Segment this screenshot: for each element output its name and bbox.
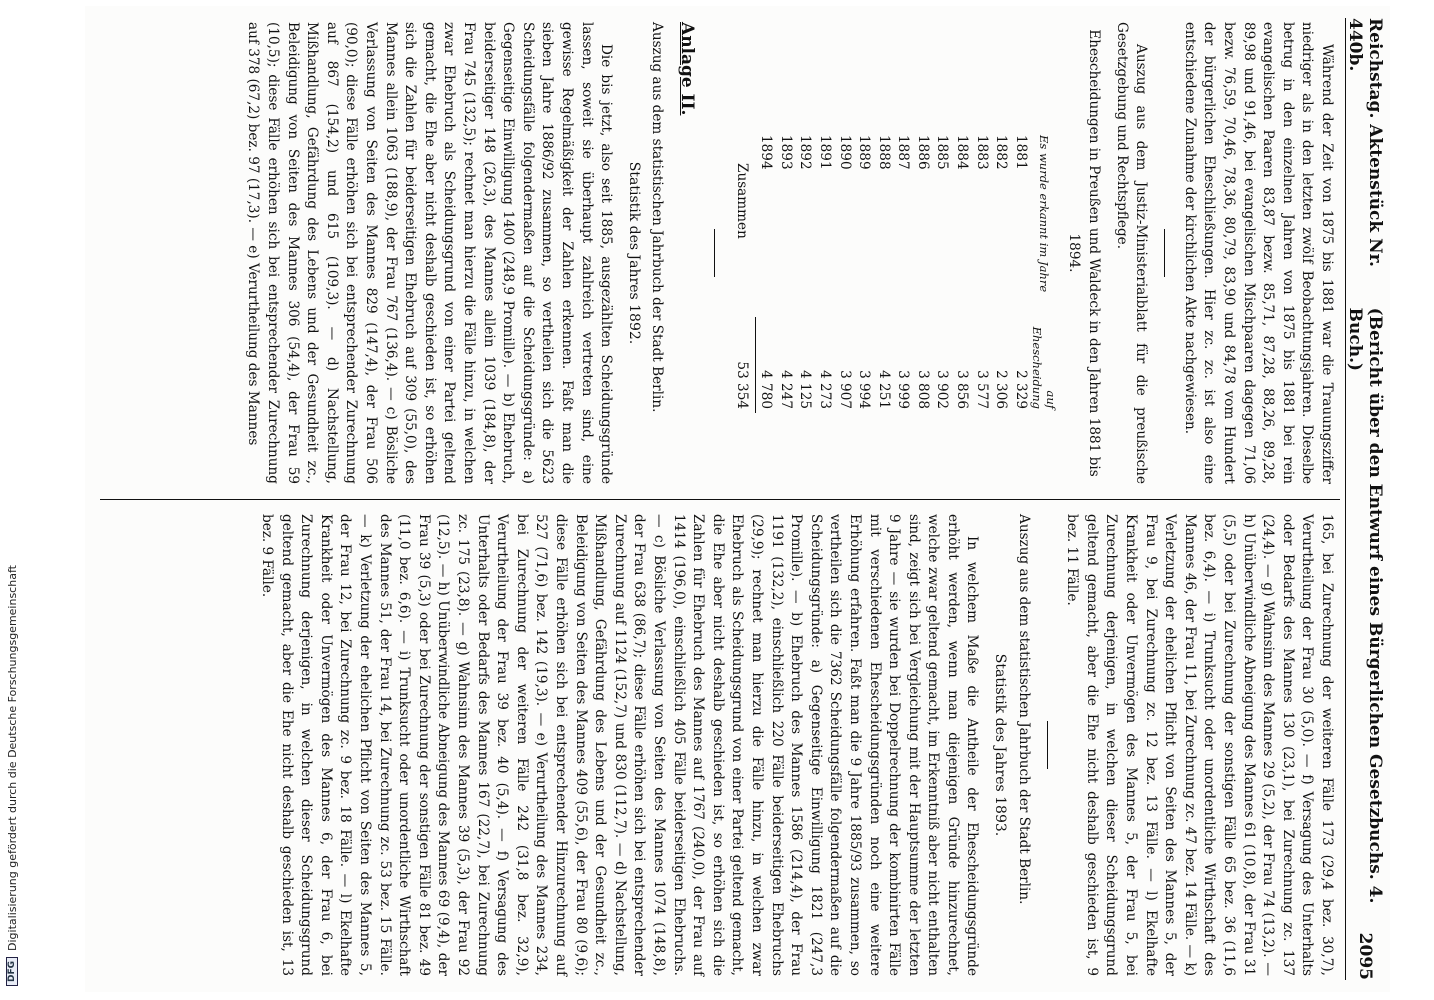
anlage-heading: Anlage II.: [676, 22, 697, 116]
body-paragraph: In welchem Maße die Antheile der Ehescheidungsgründe erhöht werden, wenn man diejenigen Gründe hinzurechnet, welche zwar geltend gemacht, im Erkenntniß aber nicht enthalten sind, zeigt sich bei Vergleichung mit der Hauptsumme der letzten 9 Jahre — sie wurden bei Doppelrechnung der kombinirten Fälle mit verschiedenen Ehescheidungsgründen noch eine weitere Erhöhung erfahren. Faßt man die 9 Jahre 1885/93 zusammen, so vertheilen sich die 7362 Scheidungsfälle folgendermaßen auf die Scheidungsgründe: a) Gegenseitige Einwilligung 1821 (247,3 Promille). — b) Ehebruch des Mannes 1586 (214,4), der Frau 1191 (132,2), einschließlich 220 Fälle beiderseitigen Ehebruchs (29,9); rechnet man hierzu die Fälle hinzu, in welchen zwar Ehebruch als Scheidungsgrund von einer Partei geltend gemacht, die Ehe aber nicht deshalb geschieden ist, so erhöhen sich die Zahlen für Ehebruch des Mannes auf 1767 (240,0), der Frau auf 1414 (196,0), einschließlich 405 Fälle beiderseitigen Ehebruchs. — c) Bösliche Verlassung von Seiten des Mannes 1074 (148,8), der Frau 638 (86,7); diese Fälle erhöhen sich bei entsprechender Zurechnung auf 1124 (152,7) und 830 (112,7). — d) Nachstellung, Mißhandlung, Gefährdung des Lebens und der Gesundheit zc., Beleidigung von Seiten des Mannes 409 (55,6), der Frau 80 (9,6); diese Fälle erhöhen sich bei entsprechender Hinzurechnung auf 527 (71,6) bez. 142 (19,3). — e) Verurtheilung des Mannes 234, bei Zurechnung der weiteren Fälle 242 (31,8 bez. 32,9), Verurtheilung der Frau 39 bez. 40 (5,4). — f) Versagung des Unterhalts oder Bedarfs des Mannes 167 (22,7), bei Zurechnung zc. 175 (23,8). — g) Wahnsinn des Mannes 39 (5,3), der Frau 92 (12,5). — h) Unüberwindliche Abneigung des Mannes 69 (9,4), der Frau 39 (5,3) oder bei Zurechnung der sonstigen Fälle 81 bez. 49 (11,0 bez. 6,6). — i) Trunksucht oder unordentliche Wirthschaft des Mannes 51, der Frau 14, bei Zurechnung zc. 53 bez. 15 Fälle. — k) Verletzung der ehelichen Pflicht von Seiten des Mannes 5, der Frau 12, bei Zurechnung zc. 9 bez. 18 Fälle. — l) Ekelhafte Krankheit oder Unvermögen des Mannes 6, der Frau 6, bei Zurechnung derjenigen, in welchen dieser Scheidungsgrund geltend gemacht, aber die Ehe nicht deshalb geschieden ist, 13 bez. 9 Fälle.: [259, 514, 981, 976]
total-label: Zusammen: [733, 163, 750, 239]
row-value: 3 994: [856, 370, 873, 409]
row-value: 4 780: [758, 370, 775, 409]
table-row: [912, 93, 932, 413]
header-rule: [1345, 18, 1346, 980]
table-title: Ehescheidungen in Preußen und Waldeck in den Jahren 1881 bis 1894.: [1066, 29, 1103, 477]
table-row: [1010, 93, 1030, 413]
row-value: 3 902: [934, 370, 951, 409]
footer-text: Digitalisierung gefördert durch die Deutsche Forschungsgemeinschaft: [5, 565, 19, 951]
table-header-value: auf Ehescheidung: [1029, 326, 1058, 409]
table-row: [775, 93, 795, 413]
row-year: 1894: [757, 135, 774, 170]
row-value: 2 306: [993, 370, 1010, 409]
divorce-table: [731, 93, 1058, 413]
row-year: 1891: [816, 135, 833, 170]
table-total-row: [731, 93, 755, 413]
row-year: 1883: [973, 135, 990, 170]
separator: [1047, 721, 1048, 769]
row-value: 3 999: [895, 370, 912, 409]
table-row: [952, 93, 972, 413]
table-row: [795, 93, 815, 413]
header-left: Reichstag. Aktenstück Nr. 440b.: [1345, 18, 1385, 267]
separator: [1164, 229, 1165, 277]
table-row: [932, 93, 952, 413]
column-divider: [100, 499, 1340, 500]
separator: [714, 229, 715, 277]
total-value: 53 354: [731, 317, 755, 413]
row-value: 3 808: [914, 370, 931, 409]
row-value: 3 907: [836, 370, 853, 409]
dfg-logo-icon: DFG: [6, 957, 18, 986]
table-row: [873, 93, 893, 413]
row-year: 1881: [1012, 135, 1029, 170]
table-row: [834, 93, 854, 413]
row-value: 3 577: [973, 370, 990, 409]
footer: [2, 0, 22, 1000]
row-year: 1882: [993, 135, 1010, 170]
right-column: [257, 514, 1336, 976]
row-value: 3 856: [954, 370, 971, 409]
row-value: 4 125: [797, 370, 814, 409]
table-row: [755, 93, 775, 413]
footer-strip: [2, 0, 22, 1000]
left-column: [243, 22, 1336, 484]
page-number: 2095: [1355, 932, 1375, 980]
table-body: [755, 93, 1030, 413]
intro-paragraph: Während der Zeit von 1875 bis 1881 war die Trauungsziffer niedriger als in den letzten zwölf Beobachtungsjahren. Dieselbe betrug in den einzelnen Jahren von 1875 bis 1881 bei rein evangelischen Paaren 83,87 bezw. 85,71, 87,28, 88,26, 89,28, 89,98 und 91,46, bei evangelischen Mischpaaren dagegen 71,06 bezw. 76,59, 70,46, 78,36, 80,79, 83,90 und 84,78 vom Hundert der bürgerlichen Eheschließungen. Hier zc. zc. ist also eine entschiedene Zunahme der kirchlichen Akte nachgewiesen.: [1181, 22, 1335, 484]
continuation-paragraph: 165, bei Zurechnung der weiteren Fälle 173 (29,4 bez. 30,7), Verurtheilung der Frau 30 (5,0). — f) Versagung des Unterhalts oder Bedarfs des Mannes 130 (23,1), bei Zurechnung zc. 137 (24,4). — g) Wahnsinn des Mannes 29 (5,2), der Frau 74 (13,2). — h) Unüberwindliche Abneigung des Mannes 61 (10,8), der Frau 31 (5,5) oder bei Zurechnung der sonstigen Fälle 65 bez. 36 (11,6 bez. 6,4). — i) Trunksucht oder unordentliche Wirthschaft des Mannes 46, der Frau 11, bei Zurechnung zc. 47 bez. 14 Fälle. — k) Verletzung der ehelichen Pflicht von Seiten des Mannes 5, der Frau 9, bei Zurechnung zc. 12 bez. 13 Fälle. — l) Ekelhafte Krankheit oder Unvermögen des Mannes 5, der Frau 5, bei Zurechnung derjenigen, in welchen dieser Scheidungsgrund geltend gemacht, aber die Ehe nicht deshalb geschieden ist, 9 bez. 11 Fälle.: [1064, 514, 1335, 976]
table-row: [971, 93, 991, 413]
body-paragraph: Die bis jetzt, also seit 1885, ausgezählten Scheidungsgründe lassen, soweit sie überhaupt zahlreich vertreten sind, eine gewisse Regelmäßigkeit der Zahlen erkennen. Faßt man die sieben Jahre 1886/92 zusammen, so vertheilen sich die 5623 Scheidungsfälle folgendermaßen auf die Scheidungsgründe: a) Gegenseitige Einwilligung 1400 (248,9 Promille). — b) Ehebruch, beiderseitiger 148 (26,3), des Mannes allein 1039 (184,8), der Frau 745 (132,5); rechnet man hierzu die Fälle hinzu, in welchen zwar Ehebruch als Scheidungsgrund von einer Partei geltend gemacht, die Ehe aber nicht deshalb geschieden ist, so erhöhen sich die Zahlen für beiderseitigen Ehebruch auf 309 (55,0), des Mannes allein 1063 (188,9), der Frau 767 (136,4). — c) Bösliche Verlassung von Seiten des Mannes 829 (147,4), der Frau 506 (90,0); diese Fälle erhöhen sich bei entsprechender Zurechnung auf 867 (154,2) und 615 (109,3). — d) Nachstellung, Mißhandlung, Gefährdung des Lebens und der Gesundheit zc., Beleidigung von Seiten des Mannes 306 (54,4), der Frau 59 (10,5); diese Fälle erhöhen sich bei entsprechender Zurechnung auf 378 (67,2) bez. 97 (17,3). — e) Verurtheilung des Mannes: [245, 22, 615, 484]
row-value: 4 247: [777, 370, 794, 409]
row-year: 1889: [856, 135, 873, 170]
row-value: 4 273: [816, 370, 833, 409]
page-header: [1345, 18, 1385, 980]
table-row: [991, 93, 1011, 413]
excerpt-subtitle: Statistik des Jahres 1893.: [992, 653, 1009, 837]
row-year: 1884: [954, 135, 971, 170]
row-value: 2 329: [1012, 370, 1029, 409]
row-year: 1888: [875, 135, 892, 170]
document-page: [85, 6, 1390, 992]
table-header-row: [1030, 93, 1058, 413]
table-row: [814, 93, 834, 413]
table-row: [854, 93, 874, 413]
row-year: 1890: [836, 135, 853, 170]
document-page-frame: [85, 6, 1390, 992]
row-year: 1885: [934, 135, 951, 170]
source-paragraph: Auszug aus dem Justiz-Ministerialblatt für die preußische Gesetzgebung und Rechtspflege.: [1113, 22, 1150, 484]
excerpt-subtitle: Statistik des Jahres 1892.: [625, 161, 642, 345]
excerpt-title: Auszug aus dem statistischen Jahrbuch der Stadt Berlin.: [649, 22, 666, 413]
row-year: 1893: [777, 135, 794, 170]
row-year: 1886: [914, 135, 931, 170]
header-center: (Bericht über den Entwurf eines Bürgerlichen Gesetzbuchs. 4. Buch.): [1345, 307, 1385, 904]
excerpt-title: Auszug aus dem statistischen Jahrbuch der Stadt Berlin.: [1015, 514, 1032, 905]
row-year: 1892: [797, 135, 814, 170]
row-year: 1887: [895, 135, 912, 170]
row-value: 4 251: [875, 370, 892, 409]
table-row: [893, 93, 913, 413]
table-header-year: Es wurde erkannt im Jahre: [1036, 135, 1051, 293]
